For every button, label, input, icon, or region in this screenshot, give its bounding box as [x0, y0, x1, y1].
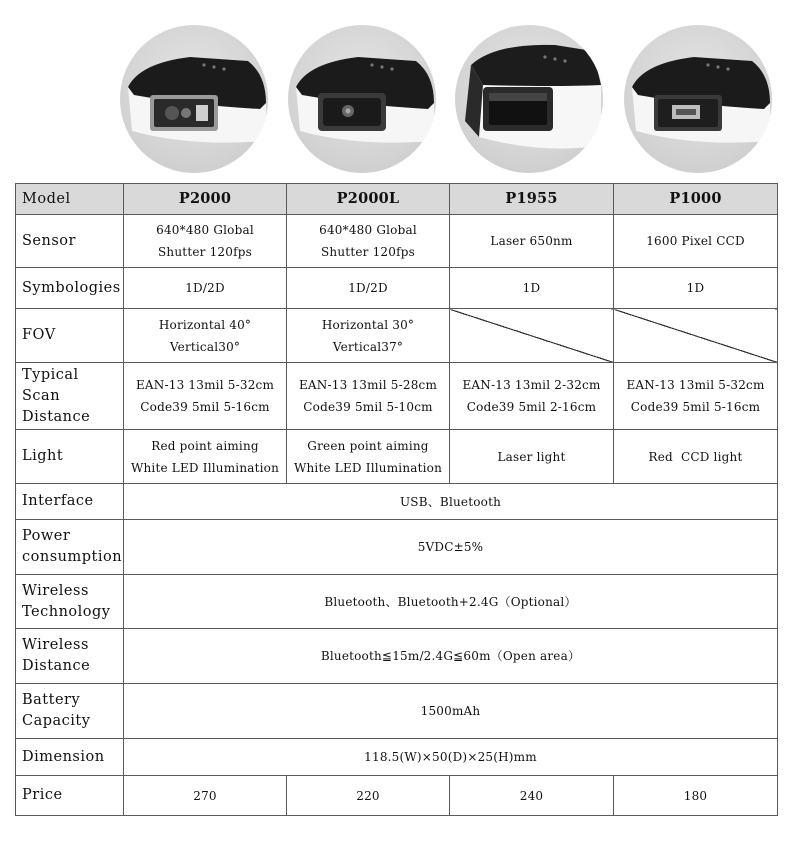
- row-label-price: Price: [16, 776, 124, 816]
- scanner-image: [455, 25, 603, 173]
- cell-light-p2000: Red point aiming White LED Illumination: [124, 430, 287, 484]
- product-photo-p2000: [120, 25, 268, 173]
- model-p2000l-header: P2000L: [287, 184, 450, 215]
- cell-sensor-p2000: 640*480 Global Shutter 120fps: [124, 215, 287, 268]
- row-label-symbologies: Symbologies: [16, 268, 124, 309]
- table-row-price: [16, 776, 778, 816]
- row-label-interface: Interface: [16, 484, 124, 520]
- cell-light-p2000l: Green point aiming White LED Illumination: [287, 430, 450, 484]
- cell-sensor-p1955: Laser 650nm: [450, 215, 614, 268]
- cell-symbologies-p1000: 1D: [614, 268, 778, 309]
- model-p1955-header: P1955: [450, 184, 614, 215]
- scanner-image: [288, 25, 436, 173]
- row-label-light: Light: [16, 430, 124, 484]
- table-row-dimension: [16, 739, 778, 776]
- cell-symbologies-p2000: 1D/2D: [124, 268, 287, 309]
- cell-battery: 1500mAh: [124, 684, 778, 739]
- row-label-dimension: Dimension: [16, 739, 124, 776]
- cell-light-p1955: Laser light: [450, 430, 614, 484]
- table-row-interface: [16, 484, 778, 520]
- model-p1000-header: P1000: [614, 184, 778, 215]
- table-row-fov: [16, 309, 778, 363]
- cell-light-p1000: Red CCD light: [614, 430, 778, 484]
- product-photo-p1000: [624, 25, 772, 173]
- row-label-wireless-technology: Wireless Technology: [16, 575, 124, 629]
- cell-symbologies-p1955: 1D: [450, 268, 614, 309]
- cell-wireless-technology: Bluetooth、Bluetooth+2.4G（Optional）: [124, 575, 778, 629]
- scanner-image: [120, 25, 268, 173]
- table-row-model: [16, 184, 778, 215]
- cell-fov-p1000-empty: [614, 309, 778, 363]
- cell-scan-distance-p2000l: EAN-13 13mil 5-28cm Code39 5mil 5-10cm: [287, 363, 450, 430]
- cell-dimension: 118.5(W)×50(D)×25(H)mm: [124, 739, 778, 776]
- cell-wireless-distance: Bluetooth≦15m/2.4G≦60m（Open area）: [124, 629, 778, 684]
- cell-price-p2000: 270: [124, 776, 287, 816]
- row-label-battery: Battery Capacity: [16, 684, 124, 739]
- table-row-symbologies: [16, 268, 778, 309]
- cell-price-p1955: 240: [450, 776, 614, 816]
- cell-fov-p1955-empty: [450, 309, 614, 363]
- cell-scan-distance-p1955: EAN-13 13mil 2-32cm Code39 5mil 2-16cm: [450, 363, 614, 430]
- cell-scan-distance-p1000: EAN-13 13mil 5-32cm Code39 5mil 5-16cm: [614, 363, 778, 430]
- cell-price-p1000: 180: [614, 776, 778, 816]
- table-row-power: [16, 520, 778, 575]
- table-row-light: [16, 430, 778, 484]
- table-row-sensor: [16, 215, 778, 268]
- cell-fov-p2000: Horizontal 40° Vertical30°: [124, 309, 287, 363]
- scanner-image: [624, 25, 772, 173]
- product-photo-p2000l: [288, 25, 436, 173]
- cell-price-p2000l: 220: [287, 776, 450, 816]
- table-row-wireless-technology: [16, 575, 778, 629]
- product-photo-p1955: [455, 25, 603, 173]
- row-label-power: Power consumption: [16, 520, 124, 575]
- row-label-model: Model: [16, 184, 124, 215]
- product-photos: [0, 0, 790, 180]
- cell-symbologies-p2000l: 1D/2D: [287, 268, 450, 309]
- cell-sensor-p2000l: 640*480 Global Shutter 120fps: [287, 215, 450, 268]
- cell-sensor-p1000: 1600 Pixel CCD: [614, 215, 778, 268]
- table-row-battery: [16, 684, 778, 739]
- cell-fov-p2000l: Horizontal 30° Vertical37°: [287, 309, 450, 363]
- row-label-scan-distance: Typical Scan Distance: [16, 363, 124, 430]
- model-p2000-header: P2000: [124, 184, 287, 215]
- row-label-sensor: Sensor: [16, 215, 124, 268]
- cell-interface: USB、Bluetooth: [124, 484, 778, 520]
- row-label-fov: FOV: [16, 309, 124, 363]
- table-row-wireless-distance: [16, 629, 778, 684]
- cell-scan-distance-p2000: EAN-13 13mil 5-32cm Code39 5mil 5-16cm: [124, 363, 287, 430]
- row-label-wireless-distance: Wireless Distance: [16, 629, 124, 684]
- cell-power: 5VDC±5%: [124, 520, 778, 575]
- spec-table: [15, 183, 778, 816]
- table-row-scan-distance: [16, 363, 778, 430]
